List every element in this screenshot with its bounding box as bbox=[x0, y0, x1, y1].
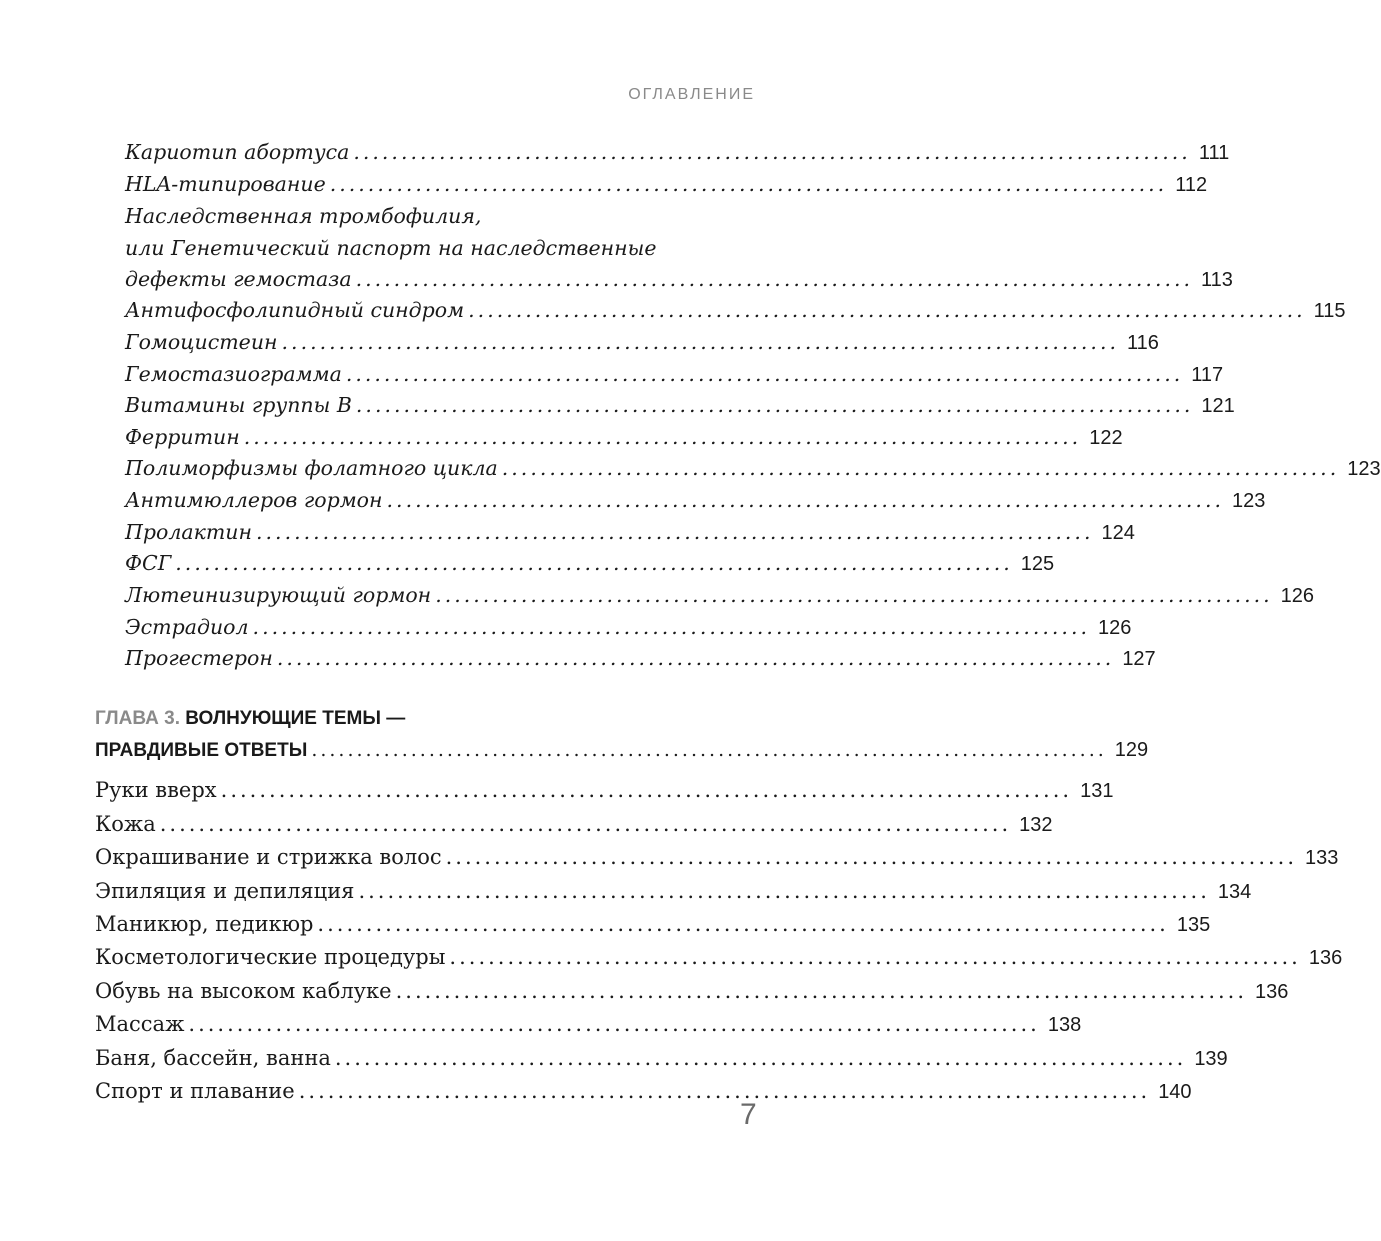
page-number: 7 bbox=[740, 1098, 757, 1131]
dot-leader: ........................................................................................ bbox=[329, 172, 1168, 196]
toc-entry-title: Маникюр, педикюр bbox=[95, 912, 314, 936]
toc-entry-page: 132 bbox=[1019, 814, 1053, 836]
toc-entry-page: 136 bbox=[1308, 947, 1343, 969]
toc-entry-title: Полиморфизмы фолатного цикла bbox=[125, 456, 498, 480]
toc-entry-title: Руки вверх bbox=[95, 778, 217, 802]
dot-leader: ........................................................................................ bbox=[449, 945, 1301, 969]
toc-entry[interactable] bbox=[125, 330, 1159, 355]
toc-entry-page: 112 bbox=[1175, 174, 1208, 196]
toc-entry-title: Эпиляция и депиляция bbox=[95, 879, 355, 903]
toc-entry-page: 133 bbox=[1305, 847, 1339, 869]
toc-entry-title: Окрашивание и стрижка волос bbox=[95, 845, 442, 869]
toc-entry[interactable] bbox=[95, 1012, 1082, 1037]
chapter-title-line2: ПРАВДИВЫЕ ОТВЕТЫ bbox=[95, 740, 308, 761]
toc-entry-title: Антифосфолипидный синдром bbox=[125, 298, 465, 322]
dot-leader: ........................................................................................ bbox=[243, 425, 1082, 449]
toc-entry[interactable] bbox=[125, 456, 1381, 481]
toc-entry-page: 123 bbox=[1347, 458, 1381, 480]
toc-entry-page: 131 bbox=[1080, 780, 1114, 802]
dot-leader: ........................................................................................ bbox=[468, 298, 1306, 322]
dot-leader: ........................................................................................ bbox=[355, 267, 1194, 291]
toc-entry-title: Витамины группы В bbox=[125, 393, 352, 417]
dot-leader: ........................................................................................ bbox=[395, 979, 1248, 1003]
toc-entry-title: Обувь на высоком каблуке bbox=[95, 979, 392, 1003]
toc-entry-title-line: Наследственная тромбофилия, bbox=[125, 204, 482, 228]
dot-leader: ........................................................................................ bbox=[298, 1079, 1151, 1103]
toc-entry[interactable] bbox=[125, 172, 1208, 197]
toc-entry-page: 125 bbox=[1020, 553, 1055, 575]
chapter-page: 129 bbox=[1114, 739, 1149, 761]
toc-entry-title: Спорт и плавание bbox=[95, 1079, 295, 1103]
toc-entry-page: 122 bbox=[1089, 427, 1123, 449]
chapter-heading-line1 bbox=[95, 708, 405, 730]
dot-leader: ........................................................................................ bbox=[188, 1012, 1040, 1036]
dot-leader: ........................................................................................ bbox=[355, 393, 1194, 417]
toc-entry-title: Прогестерон bbox=[125, 646, 273, 670]
toc-entry[interactable] bbox=[125, 551, 1055, 576]
dot-leader: ........................................................................................ bbox=[159, 812, 1012, 836]
dot-leader: ........................................................................................ bbox=[311, 739, 1107, 761]
dot-leader: ........................................................................................ bbox=[345, 362, 1184, 386]
toc-entry-page: 138 bbox=[1047, 1014, 1082, 1036]
toc-entry[interactable] bbox=[95, 879, 1252, 904]
toc-entry[interactable] bbox=[95, 1046, 1228, 1071]
toc-entry-title: Ферритин bbox=[125, 425, 240, 449]
toc-entry-page: 121 bbox=[1201, 395, 1235, 417]
toc-entry[interactable] bbox=[95, 945, 1343, 970]
toc-entry-title: Кожа bbox=[95, 812, 156, 836]
toc-entry[interactable] bbox=[95, 912, 1211, 937]
chapter-title-line1: ВОЛНУЮЩИЕ ТЕМЫ — bbox=[185, 708, 406, 729]
toc-entry-title: Антимюллеров гормон bbox=[125, 488, 383, 512]
toc-entry-page: 126 bbox=[1280, 585, 1315, 607]
toc-entry-title-line: или Генетический паспорт на наследственные bbox=[125, 236, 657, 260]
dot-leader: ........................................................................................ bbox=[252, 615, 1090, 639]
toc-entry-title: Баня, бассейн, ванна bbox=[95, 1046, 331, 1070]
toc-entry[interactable] bbox=[95, 845, 1339, 870]
toc-entry-title: Гемостазиограмма bbox=[125, 362, 342, 386]
toc-entry[interactable] bbox=[125, 425, 1123, 450]
toc-entry[interactable] bbox=[125, 140, 1230, 165]
toc-entry-title: Массаж bbox=[95, 1012, 185, 1036]
dot-leader: ........................................................................................ bbox=[175, 551, 1013, 575]
dot-leader: ........................................................................................ bbox=[317, 912, 1169, 936]
toc-entry-page: 135 bbox=[1176, 914, 1211, 936]
toc-entry-page: 139 bbox=[1194, 1048, 1228, 1070]
running-header: ОГЛАВЛЕНИЕ bbox=[628, 86, 755, 103]
toc-entry[interactable] bbox=[95, 979, 1289, 1004]
toc-entry-page: 116 bbox=[1126, 332, 1159, 354]
dot-leader: ........................................................................................ bbox=[501, 456, 1340, 480]
dot-leader: ........................................................................................ bbox=[358, 879, 1210, 903]
toc-entry-page: 113 bbox=[1201, 269, 1233, 291]
toc-entry[interactable] bbox=[95, 812, 1053, 837]
toc-entry-title: Пролактин bbox=[125, 520, 253, 544]
dot-leader: ........................................................................................ bbox=[281, 330, 1119, 354]
toc-entry[interactable] bbox=[125, 362, 1224, 387]
toc-entry-title: HLA-типирование bbox=[125, 172, 326, 196]
dot-leader: ........................................................................................ bbox=[256, 520, 1094, 544]
toc-entry[interactable] bbox=[125, 488, 1266, 513]
toc-entry-title: Лютеинизирующий гормон bbox=[125, 583, 432, 607]
chapter-entry[interactable] bbox=[95, 739, 1149, 762]
toc-entry[interactable] bbox=[95, 778, 1114, 803]
dot-leader: ........................................................................................ bbox=[334, 1046, 1187, 1070]
dot-leader: ........................................................................................ bbox=[220, 778, 1073, 802]
toc-entry-page: 124 bbox=[1101, 522, 1135, 544]
toc-entry-page: 126 bbox=[1098, 617, 1132, 639]
dot-leader: ........................................................................................ bbox=[276, 646, 1115, 670]
toc-entry[interactable] bbox=[95, 1079, 1192, 1104]
toc-entry-page: 136 bbox=[1255, 981, 1289, 1003]
dot-leader: ........................................................................................ bbox=[445, 845, 1298, 869]
toc-entry-page: 140 bbox=[1158, 1081, 1192, 1103]
toc-entry[interactable] bbox=[125, 615, 1132, 640]
toc-entry-page: 111 bbox=[1198, 142, 1230, 164]
toc-entry-title: Кариотип абортуса bbox=[125, 140, 350, 164]
dot-leader: ........................................................................................ bbox=[386, 488, 1224, 512]
toc-entry[interactable] bbox=[125, 393, 1235, 418]
toc-entry[interactable] bbox=[125, 646, 1156, 671]
toc-entry-page: 134 bbox=[1217, 881, 1252, 903]
toc-entry-page: 115 bbox=[1313, 300, 1346, 322]
toc-entry[interactable] bbox=[125, 520, 1135, 545]
toc-entry[interactable] bbox=[125, 267, 1233, 292]
toc-entry-title: дефекты гемостаза bbox=[125, 267, 352, 291]
toc-entry-title: ФСГ bbox=[125, 551, 172, 575]
toc-entry-title: Эстрадиол bbox=[125, 615, 249, 639]
toc-entry-page: 117 bbox=[1191, 364, 1224, 386]
dot-leader: ........................................................................................ bbox=[353, 140, 1191, 164]
toc-entry-page: 123 bbox=[1231, 490, 1266, 512]
toc-entry[interactable] bbox=[125, 583, 1315, 608]
toc-entry-title: Гомоцистеин bbox=[125, 330, 278, 354]
toc-entry-title: Косметологические процедуры bbox=[95, 945, 446, 969]
dot-leader: ........................................................................................ bbox=[435, 583, 1273, 607]
toc-entry[interactable] bbox=[125, 298, 1346, 323]
toc-entry-page: 127 bbox=[1122, 648, 1156, 670]
chapter-label: ГЛАВА 3. bbox=[95, 708, 180, 729]
